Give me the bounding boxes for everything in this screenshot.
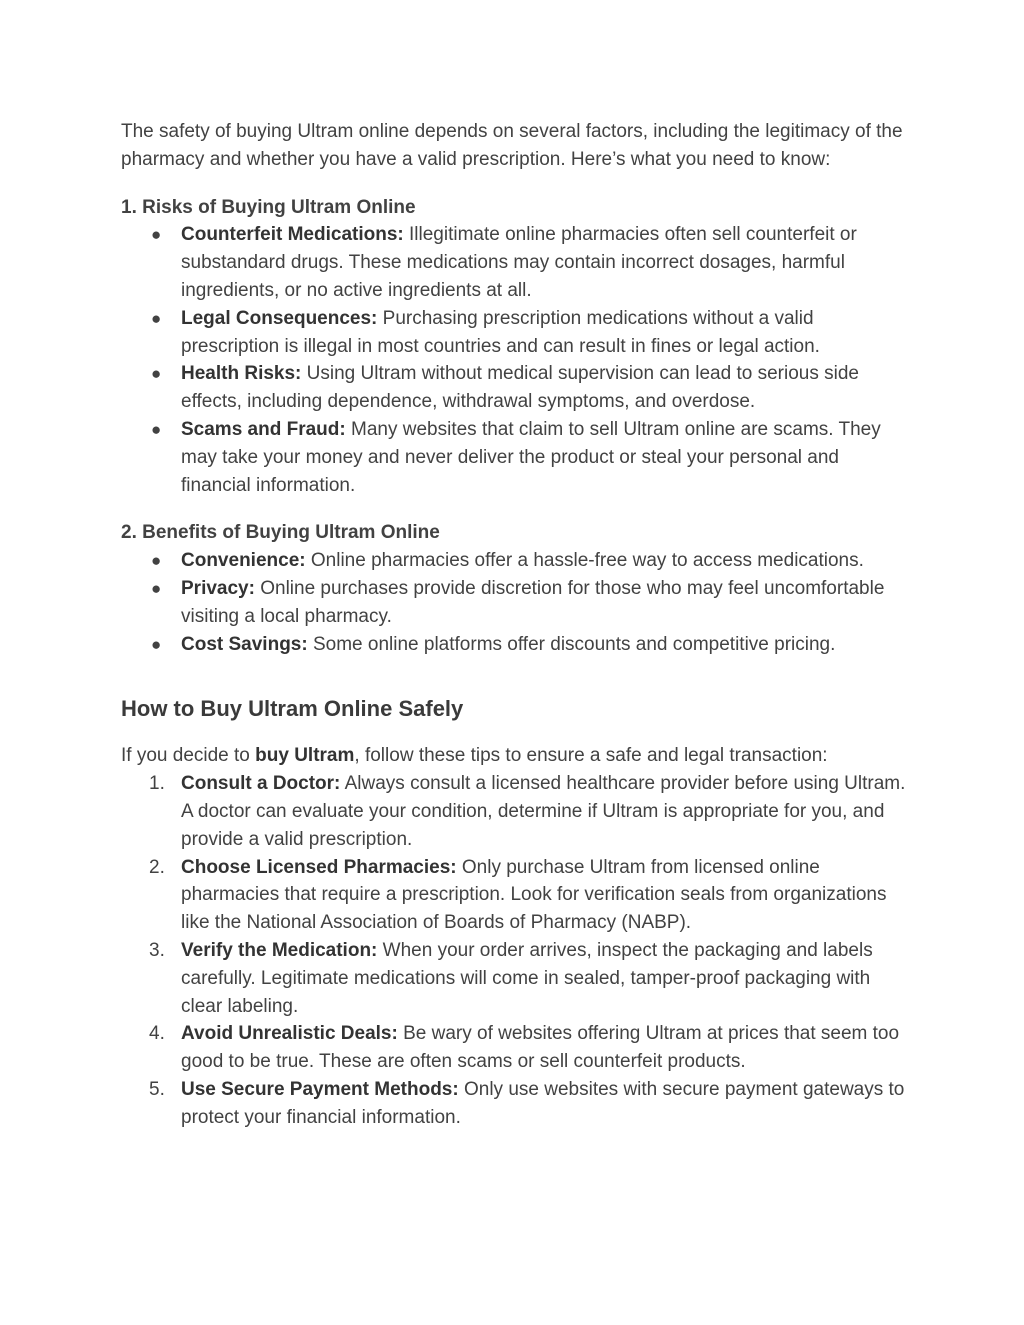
document-page — [121, 118, 911, 1132]
howto-heading: How to Buy Ultram Online Safely — [121, 696, 464, 722]
list-item — [121, 221, 911, 304]
item-term: Convenience: — [181, 550, 306, 572]
list-item — [121, 770, 911, 853]
item-term: Verify the Medication: — [181, 939, 378, 961]
item-term: Cost Savings: — [181, 633, 308, 655]
item-text: Purchasing prescription medications without a valid prescription is illegal in most countries and can result in fines or legal action. — [181, 307, 820, 357]
benefits-heading: 2. Benefits of Buying Ultram Online — [121, 522, 440, 544]
item-term: Privacy: — [181, 577, 255, 599]
item-number: 3. — [149, 939, 165, 961]
item-text: Online purchases provide discretion for those who may feel uncomfortable visiting a local pharmacy. — [181, 577, 885, 627]
bullet-icon: ● — [151, 578, 162, 598]
item-text: Be wary of websites offering Ultram at prices that seem too good to be true. These are often scams or sell counterfeit products. — [181, 1023, 900, 1073]
item-term: Counterfeit Medications: — [181, 224, 404, 246]
item-term: Scams and Fraud: — [181, 418, 346, 440]
list-item — [121, 360, 911, 416]
item-text: Illegitimate online pharmacies often sell counterfeit or substandard drugs. These medications may contain incorrect dosages, harmful ingredients, or no active ingredients at all. — [181, 224, 857, 301]
bullet-icon: ● — [151, 308, 162, 328]
howto-list — [121, 770, 911, 1131]
item-number: 4. — [149, 1023, 165, 1045]
intro-paragraph: The safety of buying Ultram online depends on several factors, including the legitimacy of the pharmacy and whether you have a valid prescription. Here’s what you need to know: — [121, 121, 903, 170]
list-item — [121, 547, 911, 575]
list-item — [121, 305, 911, 361]
item-term: Avoid Unrealistic Deals: — [181, 1023, 398, 1045]
list-item — [121, 937, 911, 1020]
list-item — [121, 1076, 911, 1132]
item-text: Online pharmacies offer a hassle-free way to access medications. — [305, 550, 864, 572]
howto-lead — [121, 742, 911, 770]
item-text: Only use websites with secure payment gateways to protect your financial information. — [181, 1078, 905, 1128]
lead-bold: buy Ultram — [255, 745, 355, 767]
bullet-icon: ● — [151, 364, 162, 384]
item-text: Using Ultram without medical supervision can lead to serious side effects, including dependence, withdrawal symptoms, and overdose. — [181, 363, 859, 413]
item-number: 5. — [149, 1078, 165, 1100]
lead-before: If you decide to — [121, 745, 256, 767]
risks-list — [121, 221, 911, 499]
item-text: Only purchase Ultram from licensed online pharmacies that require a prescription. Look for verification seals from organizations like the National Association of Boards of Pharmacy (NABP). — [181, 856, 887, 934]
item-number: 2. — [149, 856, 165, 878]
risks-heading: 1. Risks of Buying Ultram Online — [121, 196, 416, 218]
list-item — [121, 854, 911, 937]
list-item — [121, 575, 911, 631]
item-text: Some online platforms offer discounts and competitive pricing. — [307, 633, 836, 655]
item-text: Many websites that claim to sell Ultram online are scams. They may take your money and never deliver the product or steal your personal and financial information. — [181, 418, 881, 496]
item-term: Health Risks: — [181, 363, 302, 385]
item-number: 1. — [149, 773, 165, 795]
list-item — [121, 416, 911, 499]
benefits-list — [121, 547, 911, 658]
item-text: Always consult a licensed healthcare provider before using Ultram. A doctor can evaluate your condition, determine if Ultram is appropriate for you, and provide a valid prescription. — [181, 773, 906, 850]
bullet-icon: ● — [151, 225, 162, 245]
item-text: When your order arrives, inspect the packaging and labels carefully. Legitimate medications will come in sealed, tamper-proof packaging with clear labeling. — [181, 939, 873, 1017]
item-term: Legal Consequences: — [181, 307, 378, 329]
item-term: Use Secure Payment Methods: — [181, 1078, 459, 1100]
bullet-icon: ● — [151, 551, 162, 571]
bullet-icon: ● — [151, 634, 162, 654]
list-item — [121, 631, 911, 659]
lead-after: , follow these tips to ensure a safe and legal transaction: — [354, 745, 828, 767]
list-item — [121, 1020, 911, 1076]
bullet-icon: ● — [151, 419, 162, 439]
item-term: Choose Licensed Pharmacies: — [181, 856, 457, 878]
item-term: Consult a Doctor: — [181, 773, 341, 795]
